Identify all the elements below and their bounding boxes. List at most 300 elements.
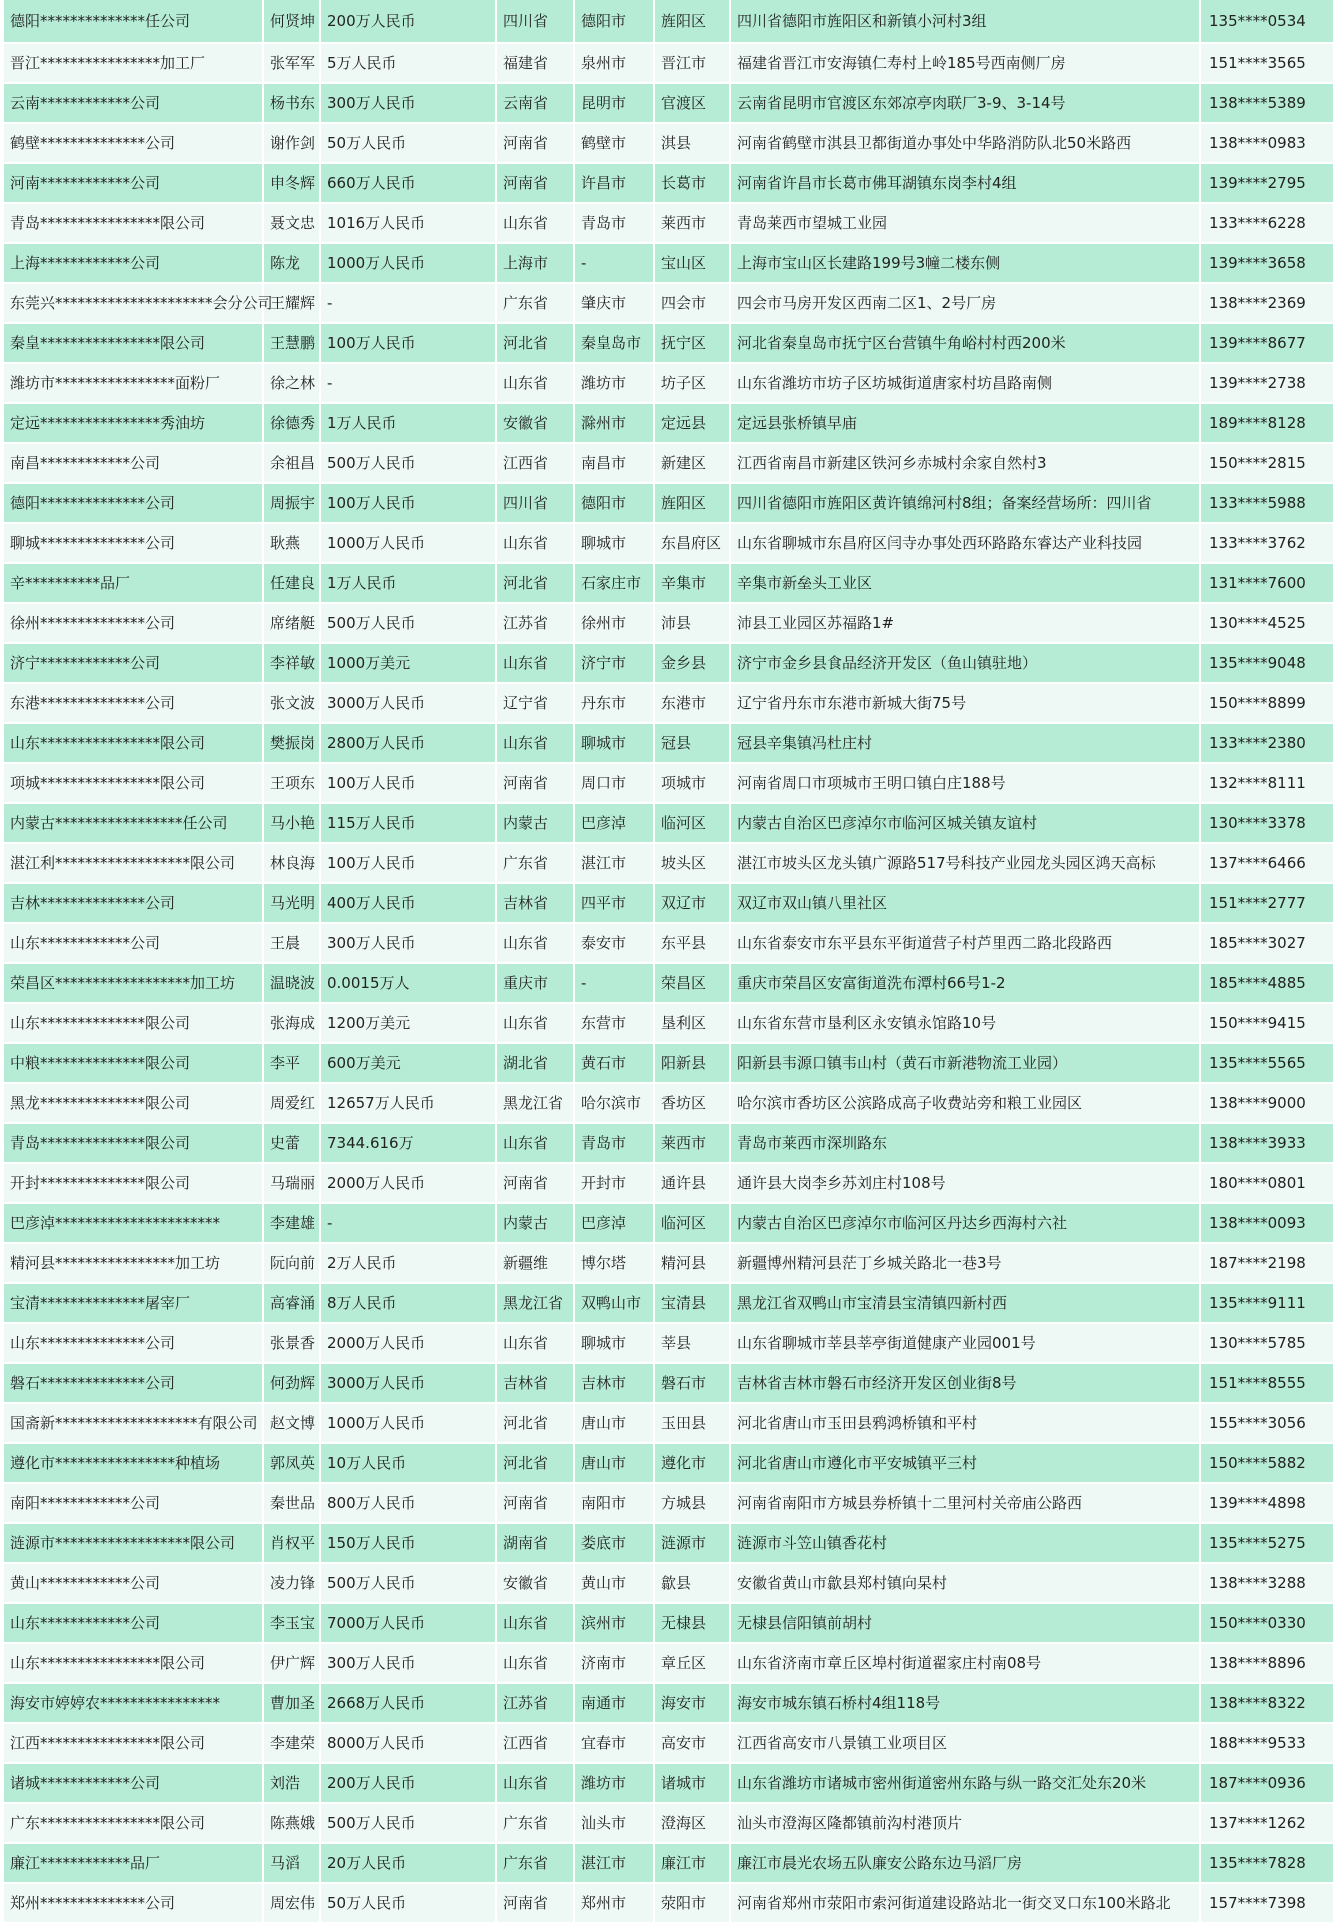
registered-capital-cell: 1万人民币 bbox=[321, 564, 497, 604]
registered-capital-cell: 115万人民币 bbox=[321, 804, 497, 844]
province-cell: 内蒙古 bbox=[497, 1204, 575, 1244]
legal-person-cell: 聂文忠 bbox=[264, 204, 321, 244]
registered-capital-cell: 100万人民币 bbox=[321, 764, 497, 804]
address-cell: 山东省济南市章丘区埠村街道翟家庄村南08号 bbox=[731, 1644, 1201, 1684]
city-cell: 聊城市 bbox=[575, 724, 655, 764]
province-cell: 河北省 bbox=[497, 1404, 575, 1444]
registered-capital-cell: 800万人民币 bbox=[321, 1484, 497, 1524]
legal-person-cell: 王项东 bbox=[264, 764, 321, 804]
province-cell: 黑龙江省 bbox=[497, 1284, 575, 1324]
registered-capital-cell: 100万人民币 bbox=[321, 324, 497, 364]
phone-cell: 138****0983 bbox=[1201, 124, 1335, 164]
phone-cell: 151****2777 bbox=[1201, 884, 1335, 924]
province-cell: 江西省 bbox=[497, 444, 575, 484]
address-cell: 汕头市澄海区隆都镇前沟村港顶片 bbox=[731, 1804, 1201, 1844]
phone-cell: 187****0936 bbox=[1201, 1764, 1335, 1804]
table-row bbox=[4, 1604, 1335, 1644]
legal-person-cell: 何劲辉 bbox=[264, 1364, 321, 1404]
phone-cell: 138****3933 bbox=[1201, 1124, 1335, 1164]
legal-person-cell: 周振宇 bbox=[264, 484, 321, 524]
registered-capital-cell: 1万人民币 bbox=[321, 404, 497, 444]
province-cell: 江西省 bbox=[497, 1724, 575, 1764]
city-cell: 聊城市 bbox=[575, 524, 655, 564]
table-row bbox=[4, 1204, 1335, 1244]
company-name-cell: 广东****************限公司 bbox=[4, 1804, 264, 1844]
address-cell: 廉江市晨光农场五队廉安公路东边马滔厂房 bbox=[731, 1844, 1201, 1884]
table-row bbox=[4, 1724, 1335, 1764]
address-cell: 江西省南昌市新建区铁河乡赤城村余家自然村3 bbox=[731, 444, 1201, 484]
table-row bbox=[4, 644, 1335, 684]
table-row bbox=[4, 1644, 1335, 1684]
company-name-cell: 江西****************限公司 bbox=[4, 1724, 264, 1764]
table-row bbox=[4, 1324, 1335, 1364]
city-cell: 巴彦淖 bbox=[575, 1204, 655, 1244]
province-cell: 河南省 bbox=[497, 124, 575, 164]
district-cell: 歙县 bbox=[655, 1564, 731, 1604]
province-cell: 山东省 bbox=[497, 1004, 575, 1044]
province-cell: 山东省 bbox=[497, 1324, 575, 1364]
district-cell: 阳新县 bbox=[655, 1044, 731, 1084]
district-cell: 双辽市 bbox=[655, 884, 731, 924]
table-row bbox=[4, 804, 1335, 844]
registered-capital-cell: 150万人民币 bbox=[321, 1524, 497, 1564]
district-cell: 垦利区 bbox=[655, 1004, 731, 1044]
company-name-cell: 东莞兴*********************会分公司 bbox=[4, 284, 264, 324]
legal-person-cell: 刘浩 bbox=[264, 1764, 321, 1804]
district-cell: 临河区 bbox=[655, 1204, 731, 1244]
table-row bbox=[4, 364, 1335, 404]
address-cell: 四川省德阳市旌阳区和新镇小河村3组 bbox=[731, 0, 1201, 44]
district-cell: 章丘区 bbox=[655, 1644, 731, 1684]
company-name-cell: 辛**********品厂 bbox=[4, 564, 264, 604]
address-cell: 河南省郑州市荥阳市索河街道建设路站北一街交叉口东100米路北 bbox=[731, 1884, 1201, 1924]
province-cell: 河北省 bbox=[497, 324, 575, 364]
table-row bbox=[4, 1284, 1335, 1324]
registered-capital-cell: 8000万人民币 bbox=[321, 1724, 497, 1764]
district-cell: 新建区 bbox=[655, 444, 731, 484]
legal-person-cell: 樊振岗 bbox=[264, 724, 321, 764]
registered-capital-cell: 3000万人民币 bbox=[321, 684, 497, 724]
city-cell: 周口市 bbox=[575, 764, 655, 804]
phone-cell: 151****3565 bbox=[1201, 44, 1335, 84]
table-row bbox=[4, 844, 1335, 884]
city-cell: 许昌市 bbox=[575, 164, 655, 204]
legal-person-cell: 郭凤英 bbox=[264, 1444, 321, 1484]
table-row bbox=[4, 1564, 1335, 1604]
legal-person-cell: 周爱红 bbox=[264, 1084, 321, 1124]
address-cell: 河南省许昌市长葛市佛耳湖镇东岗李村4组 bbox=[731, 164, 1201, 204]
address-cell: 四会市马房开发区西南二区1、2号厂房 bbox=[731, 284, 1201, 324]
table-row bbox=[4, 444, 1335, 484]
city-cell: 吉林市 bbox=[575, 1364, 655, 1404]
district-cell: 旌阳区 bbox=[655, 0, 731, 44]
district-cell: 临河区 bbox=[655, 804, 731, 844]
company-name-cell: 山东************公司 bbox=[4, 924, 264, 964]
phone-cell: 138****2369 bbox=[1201, 284, 1335, 324]
district-cell: 金乡县 bbox=[655, 644, 731, 684]
company-name-cell: 郑州**************公司 bbox=[4, 1884, 264, 1924]
province-cell: 湖南省 bbox=[497, 1524, 575, 1564]
phone-cell: 150****0330 bbox=[1201, 1604, 1335, 1644]
table-row bbox=[4, 1244, 1335, 1284]
legal-person-cell: 张军军 bbox=[264, 44, 321, 84]
address-cell: 吉林省吉林市磐石市经济开发区创业街8号 bbox=[731, 1364, 1201, 1404]
registered-capital-cell: 100万人民币 bbox=[321, 844, 497, 884]
company-name-cell: 山东****************限公司 bbox=[4, 1644, 264, 1684]
registered-capital-cell: - bbox=[321, 1204, 497, 1244]
city-cell: 湛江市 bbox=[575, 844, 655, 884]
city-cell: 秦皇岛市 bbox=[575, 324, 655, 364]
registered-capital-cell: 1000万美元 bbox=[321, 644, 497, 684]
registered-capital-cell: 20万人民币 bbox=[321, 1844, 497, 1884]
phone-cell: 139****4898 bbox=[1201, 1484, 1335, 1524]
registered-capital-cell: 7000万人民币 bbox=[321, 1604, 497, 1644]
phone-cell: 135****7828 bbox=[1201, 1844, 1335, 1884]
phone-cell: 150****9415 bbox=[1201, 1004, 1335, 1044]
city-cell: 济南市 bbox=[575, 1644, 655, 1684]
table-row bbox=[4, 484, 1335, 524]
phone-cell: 138****9000 bbox=[1201, 1084, 1335, 1124]
address-cell: 无棣县信阳镇前胡村 bbox=[731, 1604, 1201, 1644]
address-cell: 四川省德阳市旌阳区黄许镇绵河村8组；备案经营场所：四川省 bbox=[731, 484, 1201, 524]
registered-capital-cell: 500万人民币 bbox=[321, 444, 497, 484]
phone-cell: 135****9111 bbox=[1201, 1284, 1335, 1324]
address-cell: 河南省周口市项城市王明口镇白庄188号 bbox=[731, 764, 1201, 804]
city-cell: 黄山市 bbox=[575, 1564, 655, 1604]
table-row bbox=[4, 764, 1335, 804]
city-cell: 泰安市 bbox=[575, 924, 655, 964]
district-cell: 香坊区 bbox=[655, 1084, 731, 1124]
legal-person-cell: 何贤坤 bbox=[264, 0, 321, 44]
address-cell: 青岛市莱西市深圳路东 bbox=[731, 1124, 1201, 1164]
company-name-cell: 鹤壁**************公司 bbox=[4, 124, 264, 164]
address-cell: 海安市城东镇石桥村4组118号 bbox=[731, 1684, 1201, 1724]
district-cell: 辛集市 bbox=[655, 564, 731, 604]
registered-capital-cell: 2668万人民币 bbox=[321, 1684, 497, 1724]
district-cell: 东平县 bbox=[655, 924, 731, 964]
district-cell: 精河县 bbox=[655, 1244, 731, 1284]
phone-cell: 180****0801 bbox=[1201, 1164, 1335, 1204]
legal-person-cell: 林良海 bbox=[264, 844, 321, 884]
city-cell: - bbox=[575, 244, 655, 284]
address-cell: 安徽省黄山市歙县郑村镇向杲村 bbox=[731, 1564, 1201, 1604]
phone-cell: 133****2380 bbox=[1201, 724, 1335, 764]
address-cell: 上海市宝山区长建路199号3幢二楼东侧 bbox=[731, 244, 1201, 284]
province-cell: 山东省 bbox=[497, 724, 575, 764]
address-cell: 重庆市荣昌区安富街道洗布潭村66号1-2 bbox=[731, 964, 1201, 1004]
address-cell: 云南省昆明市官渡区东郊凉亭肉联厂3-9、3-14号 bbox=[731, 84, 1201, 124]
company-name-cell: 云南************公司 bbox=[4, 84, 264, 124]
city-cell: 德阳市 bbox=[575, 484, 655, 524]
legal-person-cell: 徐德秀 bbox=[264, 404, 321, 444]
city-cell: 徐州市 bbox=[575, 604, 655, 644]
phone-cell: 187****2198 bbox=[1201, 1244, 1335, 1284]
table-body bbox=[4, 0, 1335, 1924]
city-cell: 肇庆市 bbox=[575, 284, 655, 324]
registered-capital-cell: 600万美元 bbox=[321, 1044, 497, 1084]
phone-cell: 150****5882 bbox=[1201, 1444, 1335, 1484]
table-row bbox=[4, 884, 1335, 924]
phone-cell: 130****5785 bbox=[1201, 1324, 1335, 1364]
company-name-cell: 聊城**************公司 bbox=[4, 524, 264, 564]
table-row bbox=[4, 724, 1335, 764]
phone-cell: 139****8677 bbox=[1201, 324, 1335, 364]
table-row bbox=[4, 1164, 1335, 1204]
district-cell: 沛县 bbox=[655, 604, 731, 644]
city-cell: 泉州市 bbox=[575, 44, 655, 84]
legal-person-cell: 曹加圣 bbox=[264, 1684, 321, 1724]
district-cell: 晋江市 bbox=[655, 44, 731, 84]
province-cell: 山东省 bbox=[497, 644, 575, 684]
address-cell: 青岛莱西市望城工业园 bbox=[731, 204, 1201, 244]
registered-capital-cell: - bbox=[321, 284, 497, 324]
district-cell: 诸城市 bbox=[655, 1764, 731, 1804]
district-cell: 玉田县 bbox=[655, 1404, 731, 1444]
company-name-cell: 诸城************公司 bbox=[4, 1764, 264, 1804]
district-cell: 方城县 bbox=[655, 1484, 731, 1524]
province-cell: 内蒙古 bbox=[497, 804, 575, 844]
district-cell: 遵化市 bbox=[655, 1444, 731, 1484]
registered-capital-cell: 12657万人民币 bbox=[321, 1084, 497, 1124]
registered-capital-cell: 2万人民币 bbox=[321, 1244, 497, 1284]
company-name-cell: 国斋新*******************有限公司 bbox=[4, 1404, 264, 1444]
legal-person-cell: 李祥敏 bbox=[264, 644, 321, 684]
registered-capital-cell: 50万人民币 bbox=[321, 124, 497, 164]
legal-person-cell: 任建良 bbox=[264, 564, 321, 604]
registered-capital-cell: 200万人民币 bbox=[321, 1764, 497, 1804]
registered-capital-cell: 7344.616万 bbox=[321, 1124, 497, 1164]
province-cell: 四川省 bbox=[497, 484, 575, 524]
table-row bbox=[4, 924, 1335, 964]
table-row bbox=[4, 1524, 1335, 1564]
legal-person-cell: 马瑞丽 bbox=[264, 1164, 321, 1204]
address-cell: 山东省泰安市东平县东平街道营子村芦里西二路北段路西 bbox=[731, 924, 1201, 964]
district-cell: 东港市 bbox=[655, 684, 731, 724]
phone-cell: 185****4885 bbox=[1201, 964, 1335, 1004]
address-cell: 济宁市金乡县食品经济开发区（鱼山镇驻地） bbox=[731, 644, 1201, 684]
registered-capital-cell: 5万人民币 bbox=[321, 44, 497, 84]
address-cell: 河南省南阳市方城县券桥镇十二里河村关帝庙公路西 bbox=[731, 1484, 1201, 1524]
legal-person-cell: 张景香 bbox=[264, 1324, 321, 1364]
registered-capital-cell: 1000万人民币 bbox=[321, 244, 497, 284]
registered-capital-cell: 500万人民币 bbox=[321, 604, 497, 644]
province-cell: 云南省 bbox=[497, 84, 575, 124]
province-cell: 新疆维 bbox=[497, 1244, 575, 1284]
phone-cell: 133****6228 bbox=[1201, 204, 1335, 244]
province-cell: 福建省 bbox=[497, 44, 575, 84]
registered-capital-cell: 500万人民币 bbox=[321, 1804, 497, 1844]
province-cell: 广东省 bbox=[497, 1844, 575, 1884]
province-cell: 江苏省 bbox=[497, 604, 575, 644]
company-name-cell: 山东****************限公司 bbox=[4, 724, 264, 764]
district-cell: 淇县 bbox=[655, 124, 731, 164]
address-cell: 山东省东营市垦利区永安镇永馆路10号 bbox=[731, 1004, 1201, 1044]
legal-person-cell: 肖权平 bbox=[264, 1524, 321, 1564]
city-cell: 丹东市 bbox=[575, 684, 655, 724]
registered-capital-cell: 200万人民币 bbox=[321, 0, 497, 44]
phone-cell: 133****5988 bbox=[1201, 484, 1335, 524]
city-cell: 湛江市 bbox=[575, 1844, 655, 1884]
legal-person-cell: 温晓波 bbox=[264, 964, 321, 1004]
company-name-cell: 开封**************限公司 bbox=[4, 1164, 264, 1204]
company-name-cell: 项城****************限公司 bbox=[4, 764, 264, 804]
province-cell: 广东省 bbox=[497, 844, 575, 884]
registered-capital-cell: 2000万人民币 bbox=[321, 1164, 497, 1204]
legal-person-cell: 赵文博 bbox=[264, 1404, 321, 1444]
company-name-cell: 吉林**************公司 bbox=[4, 884, 264, 924]
city-cell: 东营市 bbox=[575, 1004, 655, 1044]
legal-person-cell: 秦世品 bbox=[264, 1484, 321, 1524]
company-name-cell: 中粮**************限公司 bbox=[4, 1044, 264, 1084]
province-cell: 安徽省 bbox=[497, 1564, 575, 1604]
table-row bbox=[4, 684, 1335, 724]
company-name-cell: 遵化市****************种植场 bbox=[4, 1444, 264, 1484]
registered-capital-cell: 500万人民币 bbox=[321, 1564, 497, 1604]
legal-person-cell: 阮向前 bbox=[264, 1244, 321, 1284]
province-cell: 江苏省 bbox=[497, 1684, 575, 1724]
address-cell: 内蒙古自治区巴彦淖尔市临河区城关镇友谊村 bbox=[731, 804, 1201, 844]
address-cell: 定远县张桥镇早庙 bbox=[731, 404, 1201, 444]
district-cell: 莘县 bbox=[655, 1324, 731, 1364]
district-cell: 抚宁区 bbox=[655, 324, 731, 364]
city-cell: 南阳市 bbox=[575, 1484, 655, 1524]
company-name-cell: 河南************公司 bbox=[4, 164, 264, 204]
table-row bbox=[4, 164, 1335, 204]
address-cell: 哈尔滨市香坊区公滨路成高子收费站旁和粮工业园区 bbox=[731, 1084, 1201, 1124]
table-row bbox=[4, 1764, 1335, 1804]
company-name-cell: 济宁************公司 bbox=[4, 644, 264, 684]
phone-cell: 135****0534 bbox=[1201, 0, 1335, 44]
company-name-cell: 宝清**************屠宰厂 bbox=[4, 1284, 264, 1324]
legal-person-cell: 史蕾 bbox=[264, 1124, 321, 1164]
district-cell: 定远县 bbox=[655, 404, 731, 444]
province-cell: 河南省 bbox=[497, 764, 575, 804]
company-name-cell: 山东**************限公司 bbox=[4, 1004, 264, 1044]
address-cell: 辛集市新垒头工业区 bbox=[731, 564, 1201, 604]
company-name-cell: 徐州**************公司 bbox=[4, 604, 264, 644]
table-row bbox=[4, 1844, 1335, 1884]
company-name-cell: 黄山************公司 bbox=[4, 1564, 264, 1604]
city-cell: - bbox=[575, 964, 655, 1004]
province-cell: 安徽省 bbox=[497, 404, 575, 444]
phone-cell: 132****8111 bbox=[1201, 764, 1335, 804]
phone-cell: 139****3658 bbox=[1201, 244, 1335, 284]
city-cell: 潍坊市 bbox=[575, 1764, 655, 1804]
table-row bbox=[4, 1804, 1335, 1844]
legal-person-cell: 陈龙 bbox=[264, 244, 321, 284]
province-cell: 山东省 bbox=[497, 524, 575, 564]
city-cell: 唐山市 bbox=[575, 1404, 655, 1444]
district-cell: 高安市 bbox=[655, 1724, 731, 1764]
phone-cell: 155****3056 bbox=[1201, 1404, 1335, 1444]
table-row bbox=[4, 204, 1335, 244]
district-cell: 莱西市 bbox=[655, 1124, 731, 1164]
legal-person-cell: 李建雄 bbox=[264, 1204, 321, 1244]
city-cell: 南昌市 bbox=[575, 444, 655, 484]
legal-person-cell: 马小艳 bbox=[264, 804, 321, 844]
province-cell: 山东省 bbox=[497, 1604, 575, 1644]
company-name-cell: 湛江利******************限公司 bbox=[4, 844, 264, 884]
city-cell: 博尔塔 bbox=[575, 1244, 655, 1284]
address-cell: 辽宁省丹东市东港市新城大街75号 bbox=[731, 684, 1201, 724]
city-cell: 四平市 bbox=[575, 884, 655, 924]
registered-capital-cell: 10万人民币 bbox=[321, 1444, 497, 1484]
district-cell: 旌阳区 bbox=[655, 484, 731, 524]
company-name-cell: 德阳**************公司 bbox=[4, 484, 264, 524]
phone-cell: 139****2738 bbox=[1201, 364, 1335, 404]
district-cell: 通许县 bbox=[655, 1164, 731, 1204]
city-cell: 南通市 bbox=[575, 1684, 655, 1724]
table-row bbox=[4, 1884, 1335, 1924]
district-cell: 涟源市 bbox=[655, 1524, 731, 1564]
phone-cell: 138****5389 bbox=[1201, 84, 1335, 124]
legal-person-cell: 王慧鹏 bbox=[264, 324, 321, 364]
legal-person-cell: 徐之林 bbox=[264, 364, 321, 404]
table-row bbox=[4, 1684, 1335, 1724]
phone-cell: 151****8555 bbox=[1201, 1364, 1335, 1404]
district-cell: 莱西市 bbox=[655, 204, 731, 244]
district-cell: 荥阳市 bbox=[655, 1884, 731, 1924]
company-name-cell: 南阳************公司 bbox=[4, 1484, 264, 1524]
phone-cell: 133****3762 bbox=[1201, 524, 1335, 564]
province-cell: 河南省 bbox=[497, 1164, 575, 1204]
address-cell: 涟源市斗笠山镇香花村 bbox=[731, 1524, 1201, 1564]
legal-person-cell: 张海成 bbox=[264, 1004, 321, 1044]
city-cell: 潍坊市 bbox=[575, 364, 655, 404]
registered-capital-cell: 2000万人民币 bbox=[321, 1324, 497, 1364]
district-cell: 磐石市 bbox=[655, 1364, 731, 1404]
company-name-cell: 精河县****************加工坊 bbox=[4, 1244, 264, 1284]
province-cell: 吉林省 bbox=[497, 1364, 575, 1404]
province-cell: 山东省 bbox=[497, 364, 575, 404]
district-cell: 坊子区 bbox=[655, 364, 731, 404]
province-cell: 上海市 bbox=[497, 244, 575, 284]
district-cell: 廉江市 bbox=[655, 1844, 731, 1884]
address-cell: 福建省晋江市安海镇仁寿村上岭185号西南侧厂房 bbox=[731, 44, 1201, 84]
company-name-cell: 黑龙**************限公司 bbox=[4, 1084, 264, 1124]
company-name-cell: 青岛****************限公司 bbox=[4, 204, 264, 244]
address-cell: 山东省潍坊市坊子区坊城街道唐家村坊昌路南侧 bbox=[731, 364, 1201, 404]
phone-cell: 138****8896 bbox=[1201, 1644, 1335, 1684]
legal-person-cell: 伊广辉 bbox=[264, 1644, 321, 1684]
district-cell: 东昌府区 bbox=[655, 524, 731, 564]
company-name-cell: 磐石**************公司 bbox=[4, 1364, 264, 1404]
city-cell: 滁州市 bbox=[575, 404, 655, 444]
district-cell: 无棣县 bbox=[655, 1604, 731, 1644]
legal-person-cell: 张文波 bbox=[264, 684, 321, 724]
company-name-cell: 巴彦淖********************** bbox=[4, 1204, 264, 1244]
district-cell: 长葛市 bbox=[655, 164, 731, 204]
table-row bbox=[4, 604, 1335, 644]
address-cell: 冠县辛集镇冯杜庄村 bbox=[731, 724, 1201, 764]
table-row bbox=[4, 1044, 1335, 1084]
phone-cell: 138****3288 bbox=[1201, 1564, 1335, 1604]
company-name-cell: 山东**************公司 bbox=[4, 1324, 264, 1364]
address-cell: 内蒙古自治区巴彦淖尔市临河区丹达乡西海村六社 bbox=[731, 1204, 1201, 1244]
address-cell: 新疆博州精河县茫丁乡城关路北一巷3号 bbox=[731, 1244, 1201, 1284]
district-cell: 荣昌区 bbox=[655, 964, 731, 1004]
district-cell: 项城市 bbox=[655, 764, 731, 804]
address-cell: 黑龙江省双鸭山市宝清县宝清镇四新村西 bbox=[731, 1284, 1201, 1324]
registered-capital-cell: 300万人民币 bbox=[321, 1644, 497, 1684]
phone-cell: 150****2815 bbox=[1201, 444, 1335, 484]
province-cell: 广东省 bbox=[497, 1804, 575, 1844]
province-cell: 河北省 bbox=[497, 564, 575, 604]
address-cell: 阳新县韦源口镇韦山村（黄石市新港物流工业园） bbox=[731, 1044, 1201, 1084]
city-cell: 滨州市 bbox=[575, 1604, 655, 1644]
legal-person-cell: 李玉宝 bbox=[264, 1604, 321, 1644]
address-cell: 山东省潍坊市诸城市密州街道密州东路与纵一路交汇处东20米 bbox=[731, 1764, 1201, 1804]
